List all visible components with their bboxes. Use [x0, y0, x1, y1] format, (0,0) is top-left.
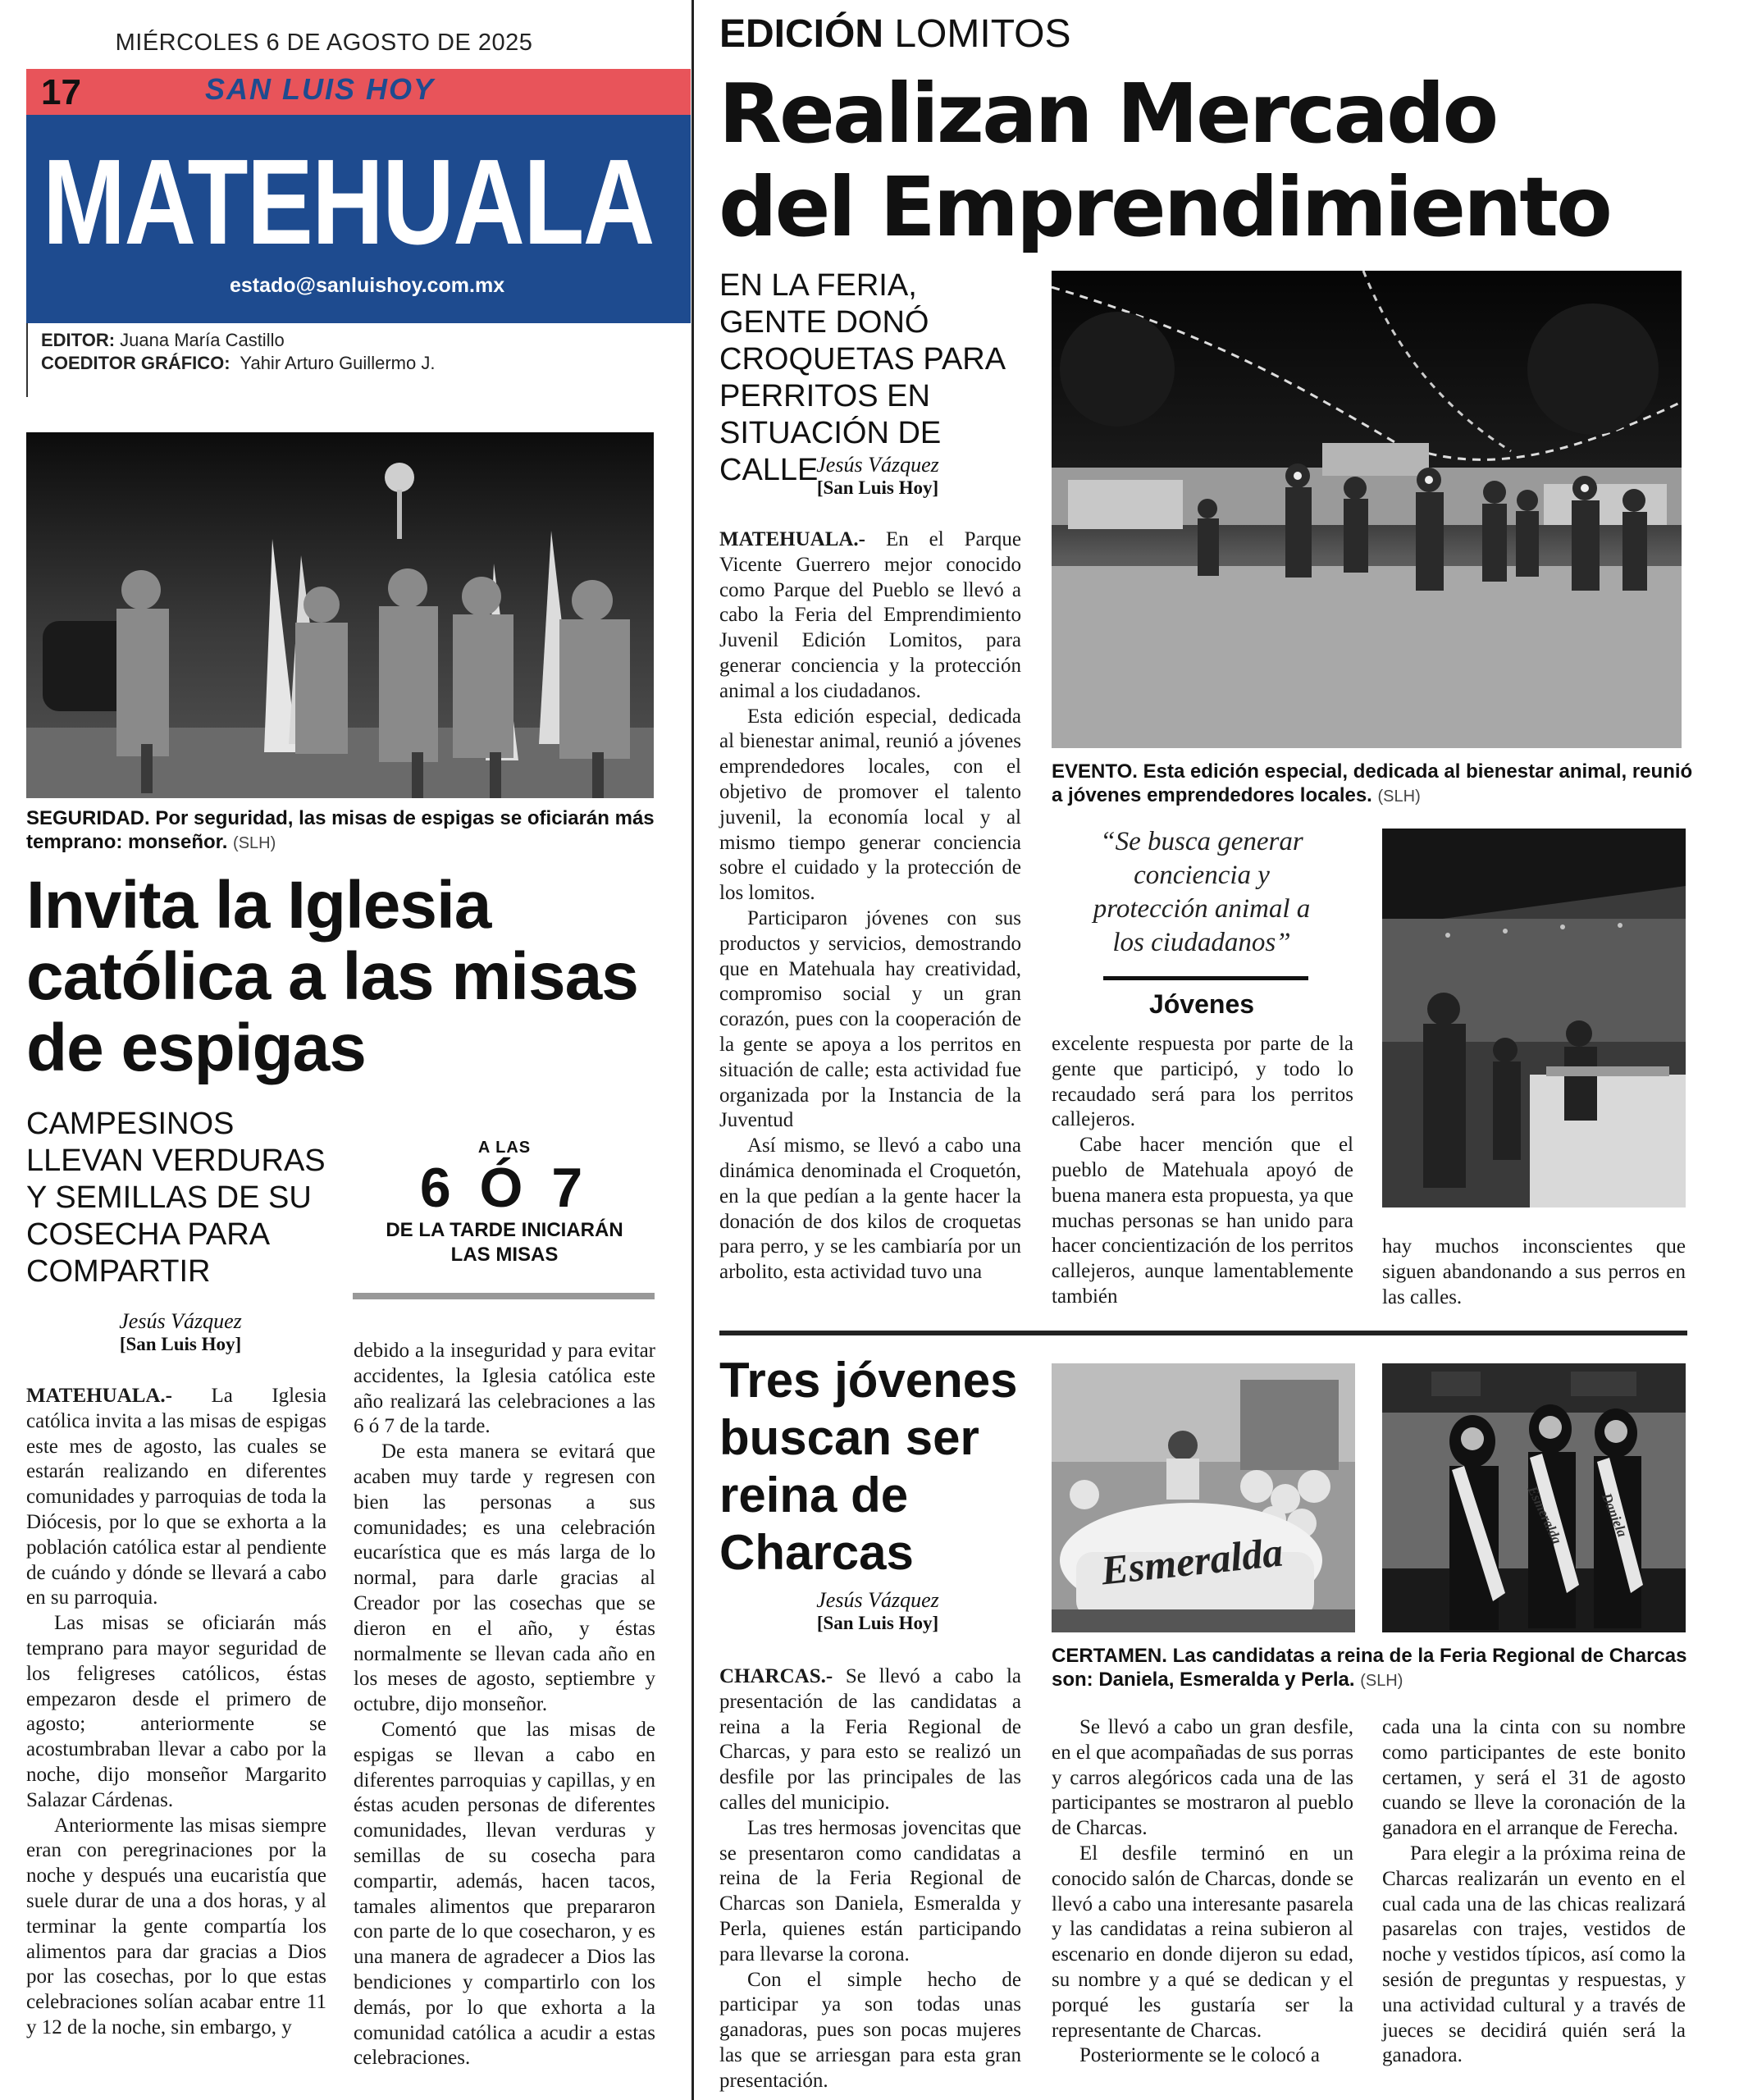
kicker-light: LOMITOS	[894, 12, 1071, 56]
caption-text: Por seguridad, las misas de espigas se oficiarán más temprano: monseñor.	[26, 807, 655, 853]
paragraph: Cabe hacer mención que el pueblo de Matehuala apoyó de buena manera esta propuesta, ya que muchas personas se han unido para hacer concientización de los perritos callejeros, aunque lamentablemente también	[1052, 1134, 1353, 1308]
author-name: Jesús Vázquez	[816, 1588, 939, 1612]
paragraph: El desfile terminó en un conocido salón de Charcas, donde se llevó a cabo una interesante pasarela y las candidatas a reina subieron al escenario en donde dijeron su edad, su nombre y a qué se dedican y el porqué les gustaría ser la representante de Charcas.	[1052, 1842, 1353, 2042]
market-body-col3	[1382, 1235, 1686, 1310]
author-outlet: [San Luis Hoy]	[119, 1334, 242, 1354]
paragraph: Posteriormente se le colocó a	[1079, 2044, 1320, 2067]
headline-line: del Emprendimiento	[719, 159, 1610, 255]
fact-box-rule	[353, 1293, 655, 1299]
paragraph: Las tres hermosas jovencitas que se presentaron como candidatas a reina de la Feria Regional de Charcas son Daniela, Esmeralda y Perla, quienes están participando para llevarse la corona.	[719, 1816, 1021, 1965]
paragraph: Con el simple hecho de participar ya son todas unas ganadoras, pues son pocas mujeres las que se arriesgan para esta gran presentación.	[719, 1968, 1021, 2092]
paragraph: excelente respuesta por parte de la gente que participó, y todo lo recaudado será para los perritos callejeros.	[1052, 1033, 1353, 1131]
church-deck: CAMPESINOS LLEVAN VERDURAS Y SEMILLAS DE SU COSECHA PARA COMPARTIR	[26, 1107, 326, 1289]
queen-byline	[755, 1588, 1001, 1634]
paragraph: Anteriormente las misas siempre eran con peregrinaciones por la noche y después una eucaristía que suele durar de una a dos horas, y al terminar la gente compartía los alimentos para dar gracias a Dios por las cosechas, por lo que estas celebraciones solían acabar entre 11 y 12 de la noche, sin embargo, y	[26, 1814, 326, 2038]
church-headline: Invita la Iglesia católica a las misas de espigas	[26, 868, 638, 1085]
paragraph: Se llevó a cabo un gran desfile, en el que acompañadas de sus porras y carros alegóricos cada una de las participantes se mostraron al pueblo de Charcas.	[1052, 1716, 1353, 1840]
author-name: Jesús Vázquez	[816, 453, 939, 477]
section-email[interactable]: estado@sanluishoy.com.mx	[230, 274, 505, 297]
car-sign-text: Esmeralda	[1098, 1528, 1285, 1594]
candidates-photo	[1382, 1363, 1686, 1632]
paragraph: Comentó que las misas de espigas se llevan a cabo en diferentes parroquias y capillas, y en éstas acuden personas de diferentes comunidades, llevan verduras y semillas de su cosecha para compartir, además, hacen tacos, tamales alimentos que prepararon con parte de lo que cosecharon, y es una manera de agradecer a Dios las bendiciones y compartirlo con los demás, por lo que exhorta a la comunidad católica a acudir a estas celebraciones.	[354, 1718, 655, 2070]
caption-credit: (SLH)	[1360, 1672, 1403, 1690]
fact-text: DE LA TARDE INICIARÁN LAS MISAS	[386, 1219, 623, 1266]
dateline: CHARCAS.-	[719, 1665, 833, 1687]
section-title: MATEHUALA	[43, 135, 654, 270]
fair-stand-photo	[1382, 829, 1686, 1208]
caption-credit: (SLH)	[1377, 788, 1421, 806]
headline-line: Realizan Mercado	[719, 66, 1497, 162]
caption-credit: (SLH)	[233, 834, 276, 852]
kicker-bold: EDICIÓN	[719, 12, 884, 56]
fact-big: 6 Ó 7	[419, 1157, 590, 1219]
dateline: MATEHUALA.-	[26, 1385, 173, 1407]
fair-night-photo	[1052, 271, 1682, 748]
market-kicker	[719, 11, 1071, 57]
editor-name: Juana María Castillo	[120, 330, 285, 350]
column-rule	[691, 0, 694, 2100]
caption-kicker: SEGURIDAD.	[26, 807, 150, 829]
issue-date: MIÉRCOLES 6 DE AGOSTO DE 2025	[115, 30, 533, 56]
queen-body-col1	[719, 1664, 1021, 2094]
paragraph: hay muchos inconscientes que siguen abandonando a sus perros en las calles.	[1382, 1235, 1686, 1308]
pull-quote-source: Jóvenes	[1148, 989, 1255, 1019]
market-byline	[755, 453, 1001, 499]
masthead-vertical-rule	[26, 323, 28, 397]
paper-name: SAN LUIS HOY	[205, 72, 436, 106]
author-outlet: [San Luis Hoy]	[816, 1613, 939, 1633]
market-photo-caption	[1052, 760, 1696, 809]
pull-quote-rule	[1103, 976, 1308, 980]
paragraph: debido a la inseguridad y para evitar accidentes, la Iglesia católica este año realizará las celebraciones a las 6 ó 7 de la tarde.	[354, 1340, 655, 1438]
page-number: 17	[41, 72, 81, 112]
paragraph: cada una la cinta con su nombre como participantes de este bonito certamen, y será el 31 de agosto cuando se lleve la coronación de la ganadora en el arranque de Ferecha.	[1382, 1716, 1686, 1840]
church-byline	[49, 1309, 312, 1355]
market-deck: EN LA FERIA, GENTE DONÓ CROQUETAS PARA PERRITOS EN SITUACIÓN DE CALLE	[719, 268, 1004, 487]
fact-box	[353, 1139, 656, 1267]
queen-headline: Tres jóvenes buscan ser reina de Charcas	[719, 1353, 1018, 1580]
editor-label: EDITOR:	[41, 330, 116, 350]
caption-kicker: CERTAMEN.	[1052, 1645, 1167, 1667]
paragraph: Para elegir a la próxima reina de Charcas realizarán un evento en el cual cada una de las chicas realizará pasarelas con trajes, vestidos de noche y vestidos típicos, así como la sesión de preguntas y respuestas, y una actividad cultural y a través de jueces se decidirá quién será la ganadora.	[1382, 1842, 1686, 2067]
paragraph: Así mismo, se llevó a cabo una dinámica denominada el Croquetón, en la que pedían a la gente hacer la donación de dos kilos de croquetas para perro, y se les cambiaría por un arbolito, esta actividad tuvo una	[719, 1134, 1021, 1284]
church-procession-photo	[26, 432, 654, 798]
dateline: MATEHUALA.-	[719, 528, 866, 550]
paragraph: De esta manera se evitará que acaben muy tarde y regresen con bien las personas a sus comunidades; es una celebración eucarística que es más larga de lo normal, para darle gracias al Creador por las cosechas que se dieron en el año, y éstas normalmente se llevan cada año en los meses de agosto, septiembre y octubre, dijo monseñor.	[354, 1440, 655, 1716]
paragraph: En el Parque Vicente Guerrero mejor conocido como Parque del Pueblo se llevó a cabo la Feria del Emprendimiento Juvenil Edición Lomitos, para generar conciencia y la protección animal a los ciudadanos.	[719, 528, 1022, 702]
paragraph: Las misas se oficiarán más temprano para mayor seguridad de los feligreses católicos, éstas empezaron desde el primero de agosto; anteriormente se acostumbraban llevar a cabo por la noche, dijo monseñor Margarito Salazar Cárdenas.	[26, 1612, 326, 1811]
sash-name: Esmeralda	[1524, 1483, 1565, 1547]
coeditor-credit	[41, 353, 435, 374]
caption-kicker: EVENTO.	[1052, 760, 1138, 783]
section-divider	[719, 1331, 1687, 1335]
paragraph: La Iglesia católica invita a las misas de espigas este mes de agosto, las cuales se estarán realizando en diferentes comunidades y parroquias de toda la Diócesis, por lo que se exhorta a la población católica estar al pendiente de cuándo y dónde se llevará a cabo en su parroquia.	[26, 1385, 326, 1609]
church-body-col1	[26, 1384, 326, 2041]
coeditor-label: COEDITOR GRÁFICO:	[41, 353, 230, 373]
fact-small: A LAS	[477, 1139, 532, 1157]
church-body-col2	[354, 1339, 655, 2071]
author-name: Jesús Vázquez	[119, 1309, 242, 1333]
pull-quote: “Se busca generar conciencia y protección animal a los ciudadanos”	[1093, 827, 1311, 957]
sash-name: Daniela	[1599, 1491, 1631, 1540]
paragraph: Se llevó a cabo la presentación de las candidatas a reina a la Feria Regional de Charcas, y para esto se realizó un desfile por las principales de las calles del municipio.	[719, 1665, 1021, 1814]
caption-text: Esta edición especial, dedicada al bienestar animal, reunió a jóvenes emprendedores locales.	[1052, 760, 1693, 806]
caption-text: Las candidatas a reina de la Feria Regional de Charcas son: Daniela, Esmeralda y Perla.	[1052, 1645, 1687, 1691]
author-outlet: [San Luis Hoy]	[816, 477, 939, 498]
church-photo-caption	[26, 806, 662, 856]
coeditor-name: Yahir Arturo Guillermo J.	[240, 353, 436, 373]
queen-photo-caption	[1052, 1644, 1696, 1693]
parade-car-photo	[1052, 1363, 1355, 1632]
paragraph: Esta edición especial, dedicada al bienestar animal, reunió a jóvenes emprendedores locales, con el objetivo de promover el talento juvenil, la economía local y al mismo tiempo generar conciencia sobre el cuidado y la protección de los lomitos.	[719, 705, 1021, 905]
queen-body-col3	[1382, 1715, 1686, 2069]
paragraph: Participaron jóvenes con sus productos y servicios, demostrando que en Matehuala hay creatividad, compromiso social y un gran corazón, pues con la cooperación de la gente se apoya a los perritos en situación de calle; esta actividad fue organizada por la Instancia de la Juventud	[719, 906, 1021, 1132]
queen-body-col2	[1052, 1715, 1353, 2069]
market-headline	[719, 67, 1736, 254]
market-body-col1	[719, 527, 1021, 1285]
editor-credit	[41, 330, 285, 351]
market-body-col2	[1052, 1032, 1353, 1310]
